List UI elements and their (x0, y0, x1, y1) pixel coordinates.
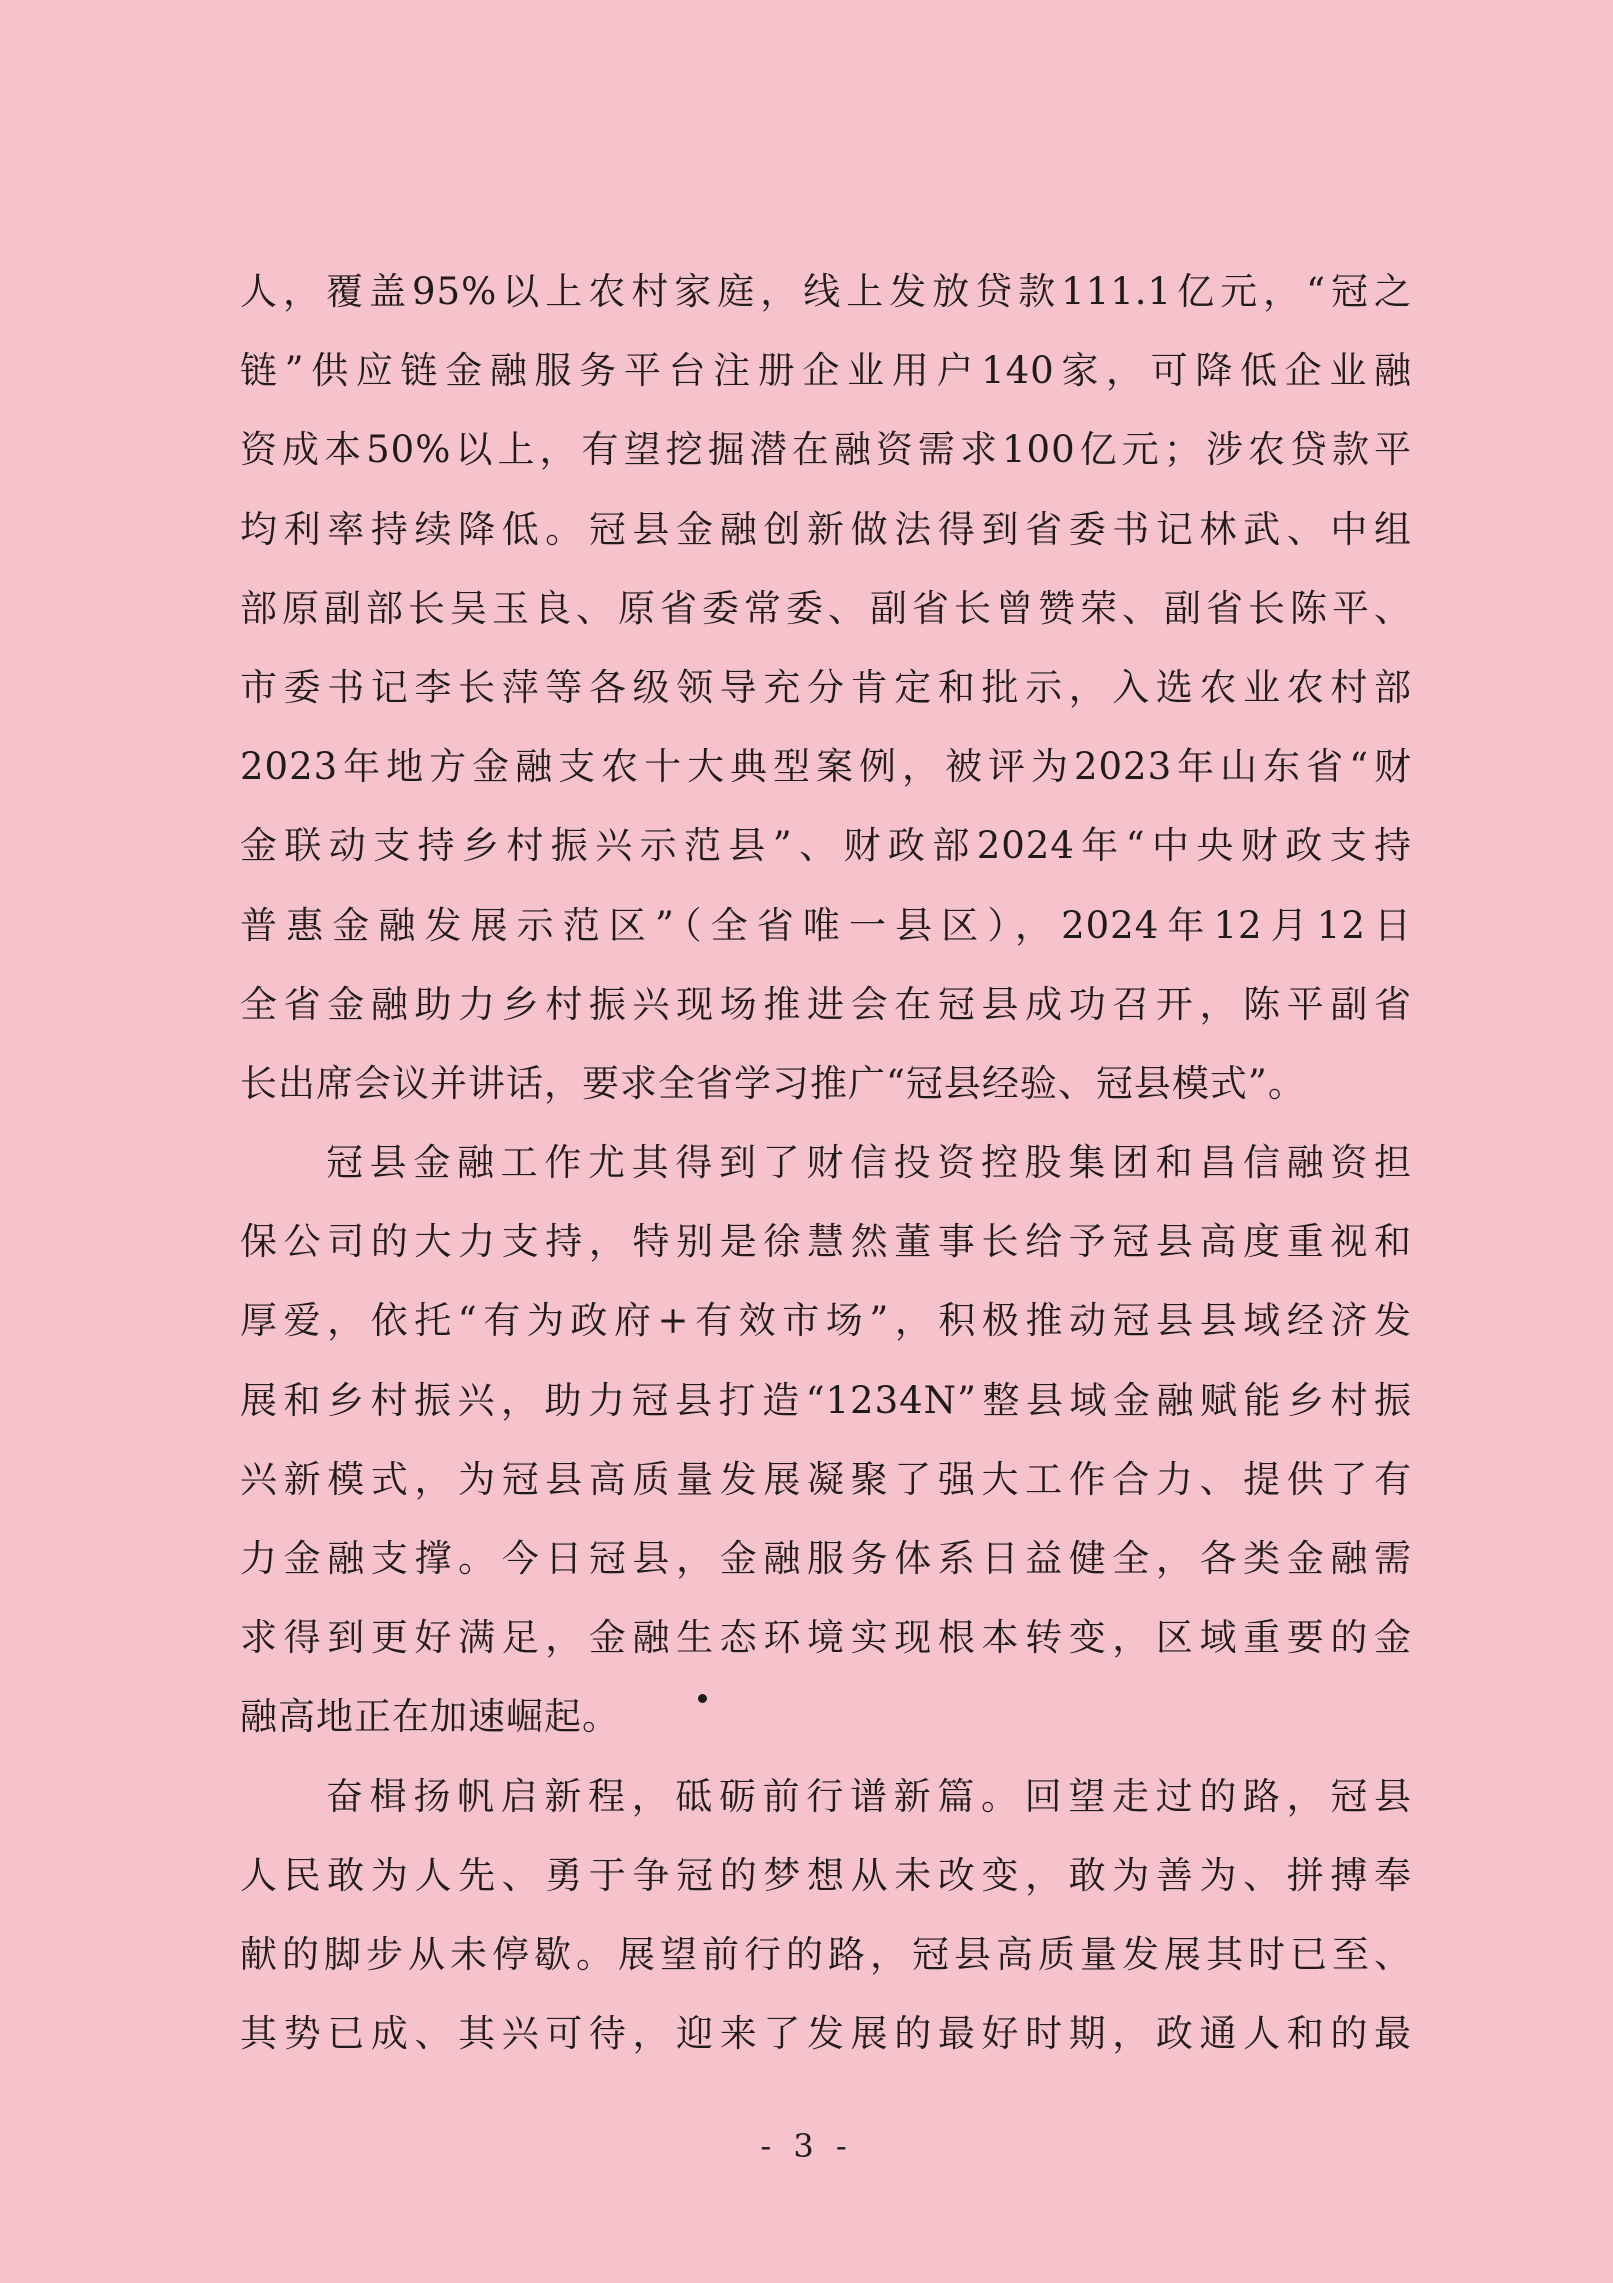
text-line: 人民敢为人先、勇于争冠的梦想从未改变，敢为善为、拼搏奉 (240, 1853, 1412, 1897)
text-line: 全省金融助力乡村振兴现场推进会在冠县成功召开，陈平副省 (240, 982, 1412, 1026)
text-line: 长出席会议并讲话，要求全省学习推广“冠县经验、冠县模式”。 (240, 1061, 1306, 1105)
text-line: 保公司的大力支持，特别是徐慧然董事长给予冠县高度重视和 (240, 1220, 1412, 1264)
text-line: 普惠金融发展示范区”（全省唯一县区），2024年12月12日 (240, 903, 1412, 947)
text-line: 市委书记李长萍等各级领导充分肯定和批示，入选农业农村部 (240, 665, 1412, 709)
text-line: 2023年地方金融支农十大典型案例，被评为2023年山东省“财 (240, 745, 1412, 789)
body-text (240, 252, 1412, 2073)
text-line: 金联动支持乡村振兴示范县”、财政部2024年“中央财政支持 (240, 824, 1412, 868)
ink-dot (698, 1694, 707, 1703)
text-line: 兴新模式，为冠县高质量发展凝聚了强大工作合力、提供了有 (240, 1457, 1412, 1501)
text-line: 展和乡村振兴，助力冠县打造“1234N”整县域金融赋能乡村振 (240, 1378, 1412, 1422)
text-line: 厚爱，依托“有为政府+有效市场”，积极推动冠县县域经济发 (240, 1299, 1412, 1343)
paragraph-first-line: 冠县金融工作尤其得到了财信投资控股集团和昌信融资担 (326, 1141, 1412, 1185)
text-line: 献的脚步从未停歇。展望前行的路，冠县高质量发展其时已至、 (240, 1932, 1412, 1976)
text-line: 融高地正在加速崛起。 (240, 1695, 620, 1739)
paragraph-first-line: 奋楫扬帆启新程，砥砺前行谱新篇。回望走过的路，冠县 (326, 1774, 1412, 1818)
text-line: 人，覆盖95%以上农村家庭，线上发放贷款111.1亿元，“冠之 (240, 270, 1412, 313)
text-line: 其势已成、其兴可待，迎来了发展的最好时期，政通人和的最 (240, 2012, 1412, 2056)
text-line: 力金融支撑。今日冠县，金融服务体系日益健全，各类金融需 (240, 1537, 1412, 1580)
text-line: 均利率持续降低。冠县金融创新做法得到省委书记林武、中组 (240, 507, 1412, 551)
page-number: - 3 - (760, 2127, 853, 2165)
text-line: 资成本50%以上，有望挖掘潜在融资需求100亿元；涉农贷款平 (240, 428, 1412, 472)
text-line: 求得到更好满足，金融生态环境实现根本转变，区域重要的金 (240, 1616, 1412, 1660)
text-line: 部原副部长吴玉良、原省委常委、副省长曾赞荣、副省长陈平、 (240, 586, 1412, 630)
text-line: 链”供应链金融服务平台注册企业用户140家，可降低企业融 (240, 349, 1412, 393)
